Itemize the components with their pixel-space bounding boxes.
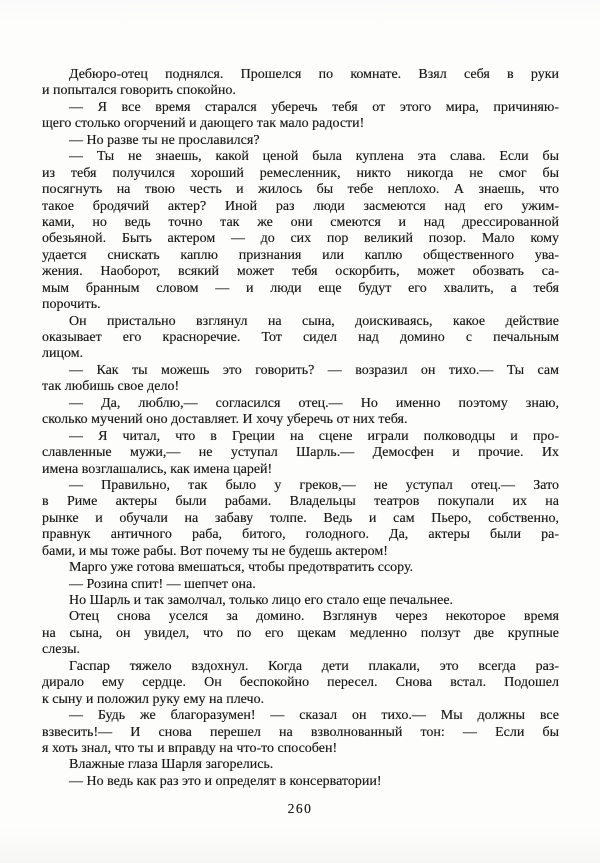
text-line: рынке и обучали на забаву толпе. Ведь и сам Пьеро, собственно, (42, 510, 559, 526)
text-line: сколько мучений оно доставляет. И хочу уберечь от них тебя. (42, 412, 408, 428)
text-line: — Но разве ты не прославился? (69, 132, 260, 148)
text-line: Но Шарль и так замолчал, только лицо его стало еще печальнее. (69, 593, 454, 608)
text-line: славленные мужи,— не уступал Шарль.— Демосфен и прочие. Их (42, 445, 559, 461)
text-line: на сына, он увидел, что по его щекам медленно ползут две крупные (42, 625, 559, 641)
text-line: Он пристально взглянул на сына, доискиваясь, какое действие (69, 313, 559, 329)
text-line: порочить. (42, 297, 101, 313)
text-line: обезьяной. Быть актером — до сих пор великий позор. Мало кому (42, 231, 559, 247)
text-line: дирало ему сердце. Он беспокойно пересел. Снова встал. Подошел (42, 675, 559, 691)
text-line: — Будь же благоразумен! — сказал он тихо.— Мы должны все (69, 708, 559, 724)
text-line: в Риме актеры были рабами. Владельцы театров покупали их на (42, 494, 559, 510)
text-line: — Как ты можешь это говорить? — возразил он тихо.— Ты сам (69, 362, 559, 378)
text-line: посягнуть на твою честь и жилось бы тебе неплохо. А знаешь, что (42, 182, 559, 198)
text-line: правнук античного раба, битого, голодного. Да, актеры были ра- (42, 527, 559, 543)
text-line: слезы. (42, 642, 81, 658)
text-line: так любишь свое дело! (42, 379, 180, 395)
text-line: я хоть знал, что ты и вправду на что-то способен! (42, 740, 338, 756)
text-line: имена возглашались, как имена царей! (42, 461, 273, 477)
text-line: Гаспар тяжело вздохнул. Когда дети плакали, это всегда раз- (69, 658, 559, 674)
text-line: — Я читал, что в Греции на сцене играли полководцы и про- (69, 428, 559, 444)
text-line: взвесить!— И снова перешел на взволнованный тон: — Если бы (42, 724, 559, 740)
text-line: — Розина спит! — шепчет она. (69, 576, 256, 592)
text-line: удается снискать каплю признания или каплю общественного ува- (42, 247, 559, 263)
text-line: Марго уже готова вмешаться, чтобы предотвратить ссору. (69, 560, 414, 576)
text-line: Отец снова уселся за домино. Взглянув через некоторое время (69, 609, 559, 625)
text-line: — Ты не знаешь, какой ценой была куплена эта слава. Если бы (69, 149, 559, 165)
text-line: жения. Наоборот, всякий может тебя оскорбить, может обозвать са- (42, 264, 559, 280)
text-line: бами, и мы тоже рабы. Вот почему ты не будешь актером! (42, 543, 388, 559)
page-text-block (42, 67, 559, 790)
text-line: из тебя получился хороший ремесленник, никто никогда не смог бы (42, 165, 559, 181)
text-line: ками, но ведь точно так же они смеются и над дрессированной (42, 214, 559, 230)
text-line: мым бранным словом — и люди еще будут его хвалить, а тебя (42, 280, 559, 296)
text-line: — Но ведь как раз это и определят в консерватории! (69, 773, 382, 789)
text-line: Влажные глаза Шарля загорелись. (69, 757, 274, 773)
text-line: оказывает его красноречие. Тот сидел над домино с печальным (42, 330, 559, 345)
text-line: и попытался говорить спокойно. (42, 83, 236, 99)
text-line: Дебюро-отец поднялся. Прошелся по комнате. Взял себя в руки (69, 67, 559, 82)
text-line: — Я все время старался уберечь тебя от этого мира, причиняю- (69, 99, 559, 115)
text-line: к сыну и положил руку ему на плечо. (42, 691, 265, 707)
text-line: — Правильно, так было у греков,— не уступал отец.— Зато (69, 477, 559, 493)
text-line: такое бродячий актер? Иной раз люди засмеются над его ужим- (42, 198, 559, 214)
page-number: 260 (287, 801, 313, 816)
text-line: щего столько огорчений и дающего так мало радости! (42, 116, 365, 132)
text-line: — Да, люблю,— согласился отец.— Но именно поэтому знаю, (69, 395, 559, 411)
text-line: лицом. (42, 346, 84, 362)
